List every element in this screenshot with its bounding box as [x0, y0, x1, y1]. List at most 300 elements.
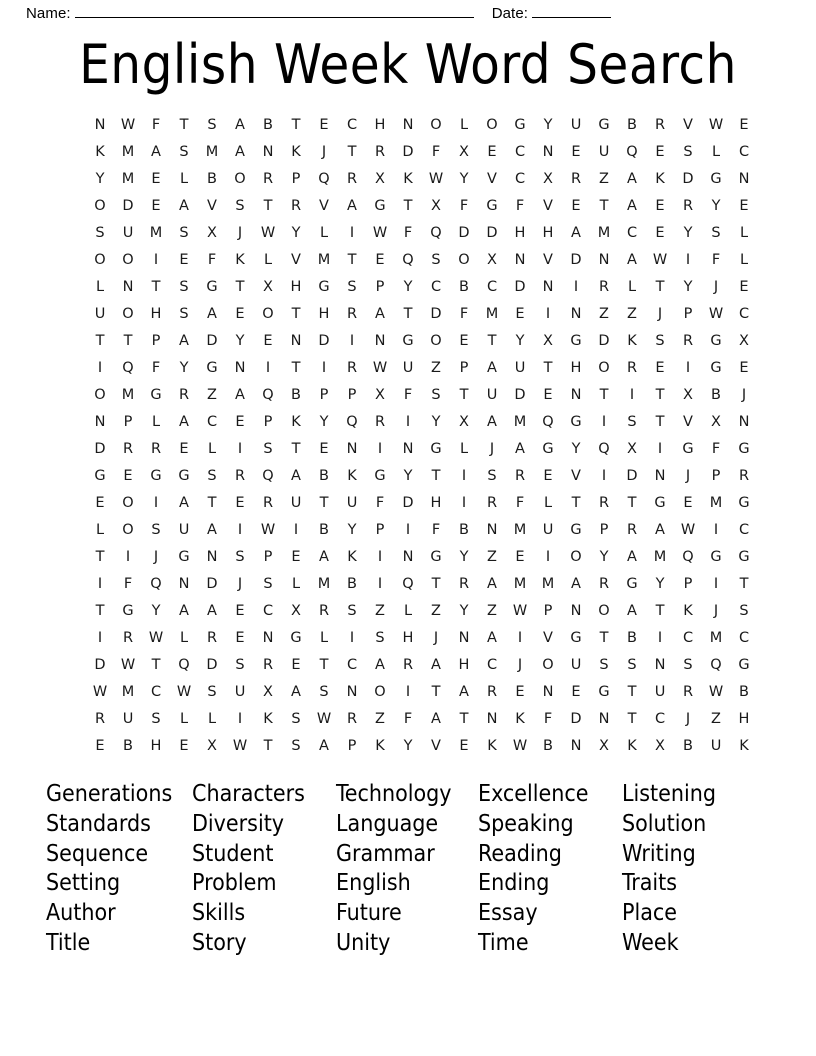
- grid-cell[interactable]: R: [150, 441, 162, 457]
- grid-cell[interactable]: X: [375, 387, 385, 403]
- grid-cell[interactable]: J: [657, 306, 663, 322]
- grid-cell[interactable]: W: [708, 684, 724, 700]
- grid-cell[interactable]: W: [708, 306, 724, 322]
- grid-cell[interactable]: R: [458, 576, 470, 592]
- grid-cell[interactable]: I: [713, 522, 719, 538]
- grid-cell[interactable]: W: [512, 738, 528, 754]
- grid-cell[interactable]: D: [402, 495, 414, 511]
- grid-cell[interactable]: O: [122, 522, 134, 538]
- grid-cell[interactable]: M: [541, 576, 555, 592]
- grid-cell[interactable]: E: [739, 360, 749, 376]
- grid-cell[interactable]: I: [125, 549, 131, 565]
- grid-cell[interactable]: A: [291, 684, 301, 700]
- grid-cell[interactable]: V: [571, 468, 581, 484]
- word-list-item[interactable]: Place: [622, 900, 678, 927]
- grid-cell[interactable]: A: [431, 657, 441, 673]
- grid-cell[interactable]: N: [346, 441, 358, 457]
- grid-cell[interactable]: X: [739, 333, 749, 349]
- grid-cell[interactable]: E: [515, 684, 525, 700]
- grid-cell[interactable]: N: [542, 144, 554, 160]
- grid-cell[interactable]: I: [545, 306, 551, 322]
- grid-cell[interactable]: Q: [122, 360, 134, 376]
- grid-cell[interactable]: E: [655, 360, 665, 376]
- grid-cell[interactable]: G: [710, 360, 722, 376]
- grid-cell[interactable]: G: [738, 657, 750, 673]
- word-list-item[interactable]: Week: [622, 929, 679, 956]
- grid-cell[interactable]: F: [207, 252, 217, 268]
- word-list-item[interactable]: Speaking: [478, 810, 574, 837]
- grid-cell[interactable]: M: [597, 225, 611, 241]
- grid-cell[interactable]: J: [153, 549, 159, 565]
- grid-cell[interactable]: G: [206, 360, 218, 376]
- grid-cell[interactable]: S: [683, 144, 693, 160]
- grid-cell[interactable]: S: [179, 144, 189, 160]
- word-list-item[interactable]: Essay: [478, 900, 538, 927]
- grid-cell[interactable]: D: [514, 387, 526, 403]
- grid-cell[interactable]: R: [402, 657, 414, 673]
- grid-cell[interactable]: I: [349, 225, 355, 241]
- grid-cell[interactable]: Z: [599, 171, 609, 187]
- grid-cell[interactable]: D: [486, 225, 498, 241]
- grid-cell[interactable]: M: [121, 144, 135, 160]
- grid-cell[interactable]: T: [403, 198, 413, 214]
- grid-cell[interactable]: R: [346, 306, 358, 322]
- grid-cell[interactable]: Q: [150, 576, 162, 592]
- grid-cell[interactable]: L: [739, 252, 749, 268]
- grid-cell[interactable]: W: [316, 711, 332, 727]
- grid-cell[interactable]: U: [710, 738, 722, 754]
- word-list-item[interactable]: Standards: [46, 810, 151, 837]
- grid-cell[interactable]: R: [486, 495, 498, 511]
- grid-cell[interactable]: F: [403, 387, 413, 403]
- grid-cell[interactable]: Q: [262, 468, 274, 484]
- grid-cell[interactable]: H: [150, 738, 162, 754]
- grid-cell[interactable]: U: [570, 117, 582, 133]
- grid-cell[interactable]: G: [682, 441, 694, 457]
- grid-cell[interactable]: I: [97, 576, 103, 592]
- grid-cell[interactable]: W: [120, 657, 136, 673]
- grid-cell[interactable]: Y: [459, 603, 469, 619]
- grid-cell[interactable]: Y: [151, 603, 161, 619]
- grid-cell[interactable]: J: [685, 711, 691, 727]
- grid-cell[interactable]: L: [207, 441, 217, 457]
- grid-cell[interactable]: S: [207, 468, 217, 484]
- grid-cell[interactable]: U: [654, 684, 666, 700]
- grid-cell[interactable]: A: [235, 387, 245, 403]
- grid-cell[interactable]: A: [627, 198, 637, 214]
- grid-cell[interactable]: N: [570, 387, 582, 403]
- grid-cell[interactable]: A: [207, 306, 217, 322]
- grid-cell[interactable]: X: [263, 684, 273, 700]
- grid-cell[interactable]: A: [627, 549, 637, 565]
- grid-cell[interactable]: T: [655, 279, 665, 295]
- grid-cell[interactable]: E: [571, 144, 581, 160]
- grid-cell[interactable]: K: [263, 711, 273, 727]
- grid-cell[interactable]: R: [318, 603, 330, 619]
- grid-cell[interactable]: H: [290, 279, 302, 295]
- grid-cell[interactable]: T: [207, 495, 217, 511]
- grid-cell[interactable]: F: [403, 711, 413, 727]
- grid-cell[interactable]: E: [263, 333, 273, 349]
- grid-cell[interactable]: R: [626, 360, 638, 376]
- grid-cell[interactable]: I: [601, 414, 607, 430]
- grid-cell[interactable]: T: [291, 117, 301, 133]
- grid-cell[interactable]: S: [627, 414, 637, 430]
- grid-cell[interactable]: N: [402, 117, 414, 133]
- grid-cell[interactable]: I: [517, 630, 523, 646]
- word-list-item[interactable]: Sequence: [46, 840, 149, 867]
- word-list-item[interactable]: Ending: [478, 870, 550, 897]
- grid-cell[interactable]: I: [629, 387, 635, 403]
- grid-cell[interactable]: W: [148, 630, 164, 646]
- grid-cell[interactable]: Z: [627, 306, 637, 322]
- word-list-item[interactable]: Setting: [46, 870, 121, 897]
- grid-cell[interactable]: L: [151, 414, 161, 430]
- grid-cell[interactable]: F: [431, 522, 441, 538]
- grid-cell[interactable]: L: [319, 630, 329, 646]
- grid-cell[interactable]: E: [95, 738, 105, 754]
- grid-cell[interactable]: N: [570, 603, 582, 619]
- word-list-item[interactable]: Author: [46, 900, 116, 927]
- grid-cell[interactable]: W: [512, 603, 528, 619]
- grid-cell[interactable]: I: [685, 252, 691, 268]
- grid-cell[interactable]: T: [571, 495, 581, 511]
- grid-cell[interactable]: G: [178, 468, 190, 484]
- grid-cell[interactable]: F: [123, 576, 133, 592]
- grid-cell[interactable]: D: [94, 441, 106, 457]
- grid-cell[interactable]: V: [543, 198, 553, 214]
- grid-cell[interactable]: D: [598, 333, 610, 349]
- grid-cell[interactable]: M: [709, 495, 723, 511]
- grid-cell[interactable]: L: [543, 495, 553, 511]
- grid-cell[interactable]: S: [179, 279, 189, 295]
- grid-cell[interactable]: W: [92, 684, 108, 700]
- grid-cell[interactable]: K: [235, 252, 245, 268]
- grid-cell[interactable]: T: [95, 549, 105, 565]
- grid-cell[interactable]: W: [120, 117, 136, 133]
- grid-cell[interactable]: R: [598, 495, 610, 511]
- grid-cell[interactable]: G: [206, 279, 218, 295]
- grid-cell[interactable]: E: [95, 495, 105, 511]
- grid-cell[interactable]: K: [627, 738, 637, 754]
- grid-cell[interactable]: R: [122, 630, 134, 646]
- grid-cell[interactable]: Y: [655, 576, 665, 592]
- grid-cell[interactable]: A: [347, 198, 357, 214]
- grid-cell[interactable]: A: [487, 576, 497, 592]
- grid-cell[interactable]: E: [151, 171, 161, 187]
- grid-cell[interactable]: E: [235, 603, 245, 619]
- grid-cell[interactable]: I: [573, 279, 579, 295]
- word-list-item[interactable]: Characters: [192, 781, 305, 807]
- grid-cell[interactable]: U: [94, 306, 106, 322]
- grid-cell[interactable]: I: [657, 441, 663, 457]
- grid-cell[interactable]: L: [179, 711, 189, 727]
- grid-cell[interactable]: H: [374, 117, 386, 133]
- grid-cell[interactable]: T: [263, 738, 273, 754]
- grid-cell[interactable]: N: [486, 522, 498, 538]
- grid-cell[interactable]: X: [543, 171, 553, 187]
- grid-cell[interactable]: X: [207, 225, 217, 241]
- grid-cell[interactable]: R: [206, 630, 218, 646]
- grid-cell[interactable]: C: [206, 414, 218, 430]
- grid-cell[interactable]: E: [543, 387, 553, 403]
- grid-cell[interactable]: I: [153, 252, 159, 268]
- grid-cell[interactable]: L: [739, 225, 749, 241]
- grid-cell[interactable]: R: [178, 387, 190, 403]
- grid-cell[interactable]: M: [513, 576, 527, 592]
- grid-cell[interactable]: P: [291, 171, 301, 187]
- grid-cell[interactable]: I: [545, 549, 551, 565]
- grid-cell[interactable]: T: [151, 279, 161, 295]
- grid-cell[interactable]: D: [514, 279, 526, 295]
- grid-cell[interactable]: R: [262, 171, 274, 187]
- grid-cell[interactable]: C: [738, 630, 750, 646]
- grid-cell[interactable]: I: [237, 522, 243, 538]
- grid-cell[interactable]: G: [598, 684, 610, 700]
- word-list-item[interactable]: Solution: [622, 810, 707, 837]
- grid-cell[interactable]: F: [459, 198, 469, 214]
- grid-cell[interactable]: I: [405, 522, 411, 538]
- grid-cell[interactable]: B: [291, 387, 301, 403]
- grid-cell[interactable]: E: [655, 144, 665, 160]
- grid-cell[interactable]: I: [377, 441, 383, 457]
- grid-cell[interactable]: T: [627, 495, 637, 511]
- grid-cell[interactable]: S: [431, 387, 441, 403]
- grid-cell[interactable]: E: [543, 468, 553, 484]
- grid-cell[interactable]: W: [680, 522, 696, 538]
- grid-cell[interactable]: M: [513, 522, 527, 538]
- grid-cell[interactable]: X: [543, 333, 553, 349]
- grid-cell[interactable]: H: [514, 225, 526, 241]
- grid-cell[interactable]: R: [514, 468, 526, 484]
- grid-cell[interactable]: W: [260, 225, 276, 241]
- grid-cell[interactable]: T: [431, 576, 441, 592]
- grid-cell[interactable]: Z: [375, 603, 385, 619]
- grid-cell[interactable]: A: [375, 306, 385, 322]
- grid-cell[interactable]: A: [179, 333, 189, 349]
- grid-cell[interactable]: O: [542, 657, 554, 673]
- grid-cell[interactable]: R: [682, 684, 694, 700]
- grid-cell[interactable]: I: [153, 495, 159, 511]
- grid-cell[interactable]: M: [121, 387, 135, 403]
- grid-cell[interactable]: B: [459, 522, 469, 538]
- grid-cell[interactable]: R: [682, 198, 694, 214]
- word-search-grid[interactable]: [86, 112, 750, 760]
- grid-cell[interactable]: Z: [431, 603, 441, 619]
- grid-cell[interactable]: F: [375, 495, 385, 511]
- grid-cell[interactable]: T: [627, 684, 637, 700]
- grid-cell[interactable]: R: [122, 441, 134, 457]
- grid-cell[interactable]: R: [290, 198, 302, 214]
- grid-cell[interactable]: I: [657, 630, 663, 646]
- grid-cell[interactable]: A: [235, 117, 245, 133]
- grid-cell[interactable]: P: [319, 387, 329, 403]
- grid-cell[interactable]: G: [318, 279, 330, 295]
- word-list-item[interactable]: Technology: [336, 781, 452, 807]
- grid-cell[interactable]: C: [682, 630, 694, 646]
- grid-cell[interactable]: N: [458, 630, 470, 646]
- grid-cell[interactable]: C: [514, 171, 526, 187]
- date-write-line[interactable]: [532, 4, 611, 18]
- grid-cell[interactable]: K: [739, 738, 749, 754]
- grid-cell[interactable]: N: [654, 657, 666, 673]
- grid-cell[interactable]: V: [683, 414, 693, 430]
- grid-cell[interactable]: R: [374, 144, 386, 160]
- grid-cell[interactable]: X: [459, 414, 469, 430]
- grid-cell[interactable]: T: [431, 684, 441, 700]
- grid-cell[interactable]: Y: [683, 279, 693, 295]
- grid-cell[interactable]: U: [402, 360, 414, 376]
- grid-cell[interactable]: D: [430, 306, 442, 322]
- grid-cell[interactable]: V: [207, 198, 217, 214]
- grid-cell[interactable]: L: [403, 603, 413, 619]
- grid-cell[interactable]: R: [486, 684, 498, 700]
- grid-cell[interactable]: S: [739, 603, 749, 619]
- grid-cell[interactable]: N: [290, 333, 302, 349]
- grid-cell[interactable]: T: [599, 630, 609, 646]
- grid-cell[interactable]: B: [319, 468, 329, 484]
- grid-cell[interactable]: K: [347, 549, 357, 565]
- grid-cell[interactable]: I: [377, 549, 383, 565]
- grid-cell[interactable]: X: [599, 738, 609, 754]
- grid-cell[interactable]: T: [95, 603, 105, 619]
- grid-cell[interactable]: Q: [542, 414, 554, 430]
- grid-cell[interactable]: Y: [403, 468, 413, 484]
- grid-cell[interactable]: L: [711, 144, 721, 160]
- grid-cell[interactable]: Z: [375, 711, 385, 727]
- grid-cell[interactable]: R: [346, 360, 358, 376]
- grid-cell[interactable]: O: [430, 333, 442, 349]
- grid-cell[interactable]: E: [151, 198, 161, 214]
- grid-cell[interactable]: E: [459, 333, 469, 349]
- grid-cell[interactable]: S: [291, 711, 301, 727]
- grid-cell[interactable]: H: [150, 306, 162, 322]
- grid-cell[interactable]: P: [711, 468, 721, 484]
- grid-cell[interactable]: X: [207, 738, 217, 754]
- grid-cell[interactable]: G: [738, 495, 750, 511]
- grid-cell[interactable]: A: [431, 711, 441, 727]
- grid-cell[interactable]: I: [461, 468, 467, 484]
- grid-cell[interactable]: E: [375, 252, 385, 268]
- grid-cell[interactable]: M: [205, 144, 219, 160]
- grid-cell[interactable]: D: [122, 198, 134, 214]
- grid-cell[interactable]: A: [571, 576, 581, 592]
- grid-cell[interactable]: D: [318, 333, 330, 349]
- grid-cell[interactable]: M: [485, 306, 499, 322]
- grid-cell[interactable]: X: [431, 198, 441, 214]
- grid-cell[interactable]: A: [319, 738, 329, 754]
- grid-cell[interactable]: F: [711, 441, 721, 457]
- grid-cell[interactable]: T: [739, 576, 749, 592]
- grid-cell[interactable]: P: [375, 522, 385, 538]
- grid-cell[interactable]: R: [346, 171, 358, 187]
- grid-cell[interactable]: P: [347, 738, 357, 754]
- grid-cell[interactable]: N: [346, 684, 358, 700]
- grid-cell[interactable]: D: [94, 657, 106, 673]
- grid-cell[interactable]: B: [263, 117, 273, 133]
- grid-cell[interactable]: T: [291, 306, 301, 322]
- grid-cell[interactable]: H: [570, 360, 582, 376]
- name-write-line[interactable]: [75, 4, 474, 18]
- grid-cell[interactable]: S: [263, 441, 273, 457]
- grid-cell[interactable]: N: [654, 468, 666, 484]
- grid-cell[interactable]: N: [402, 441, 414, 457]
- grid-cell[interactable]: A: [179, 198, 189, 214]
- grid-cell[interactable]: C: [346, 117, 358, 133]
- grid-cell[interactable]: E: [319, 117, 329, 133]
- word-list-item[interactable]: Language: [336, 810, 439, 837]
- grid-cell[interactable]: S: [151, 711, 161, 727]
- grid-cell[interactable]: U: [290, 495, 302, 511]
- grid-cell[interactable]: S: [599, 657, 609, 673]
- grid-cell[interactable]: I: [237, 711, 243, 727]
- grid-cell[interactable]: Z: [207, 387, 217, 403]
- grid-cell[interactable]: G: [374, 198, 386, 214]
- grid-cell[interactable]: D: [626, 468, 638, 484]
- grid-cell[interactable]: K: [95, 144, 105, 160]
- grid-cell[interactable]: A: [487, 630, 497, 646]
- grid-cell[interactable]: C: [262, 603, 274, 619]
- grid-cell[interactable]: W: [232, 738, 248, 754]
- grid-cell[interactable]: Q: [682, 549, 694, 565]
- grid-cell[interactable]: S: [207, 684, 217, 700]
- grid-cell[interactable]: N: [514, 252, 526, 268]
- grid-cell[interactable]: R: [234, 468, 246, 484]
- grid-cell[interactable]: W: [708, 117, 724, 133]
- grid-cell[interactable]: V: [683, 117, 693, 133]
- word-list-item[interactable]: English: [336, 870, 411, 897]
- grid-cell[interactable]: O: [374, 684, 386, 700]
- grid-cell[interactable]: Y: [319, 414, 329, 430]
- grid-cell[interactable]: O: [486, 117, 498, 133]
- grid-cell[interactable]: D: [682, 171, 694, 187]
- grid-cell[interactable]: C: [486, 657, 498, 673]
- grid-cell[interactable]: G: [122, 603, 134, 619]
- grid-cell[interactable]: S: [375, 630, 385, 646]
- grid-cell[interactable]: G: [570, 333, 582, 349]
- grid-cell[interactable]: N: [402, 549, 414, 565]
- grid-cell[interactable]: L: [95, 522, 105, 538]
- grid-cell[interactable]: F: [515, 495, 525, 511]
- grid-cell[interactable]: A: [291, 468, 301, 484]
- grid-cell[interactable]: I: [713, 576, 719, 592]
- grid-cell[interactable]: T: [291, 360, 301, 376]
- grid-cell[interactable]: O: [598, 603, 610, 619]
- grid-cell[interactable]: W: [260, 522, 276, 538]
- word-list-item[interactable]: Writing: [622, 840, 696, 867]
- grid-cell[interactable]: S: [179, 306, 189, 322]
- grid-cell[interactable]: E: [487, 144, 497, 160]
- grid-cell[interactable]: O: [122, 495, 134, 511]
- grid-cell[interactable]: N: [570, 306, 582, 322]
- grid-cell[interactable]: N: [542, 279, 554, 295]
- grid-cell[interactable]: J: [713, 279, 719, 295]
- grid-cell[interactable]: G: [430, 549, 442, 565]
- grid-cell[interactable]: L: [459, 441, 469, 457]
- grid-cell[interactable]: E: [571, 684, 581, 700]
- grid-cell[interactable]: A: [487, 360, 497, 376]
- grid-cell[interactable]: X: [627, 441, 637, 457]
- grid-cell[interactable]: N: [178, 576, 190, 592]
- grid-cell[interactable]: Y: [291, 225, 301, 241]
- grid-cell[interactable]: W: [428, 171, 444, 187]
- grid-cell[interactable]: H: [318, 306, 330, 322]
- grid-cell[interactable]: B: [207, 171, 217, 187]
- grid-cell[interactable]: M: [317, 252, 331, 268]
- grid-cell[interactable]: G: [654, 495, 666, 511]
- grid-cell[interactable]: X: [291, 603, 301, 619]
- grid-cell[interactable]: T: [627, 711, 637, 727]
